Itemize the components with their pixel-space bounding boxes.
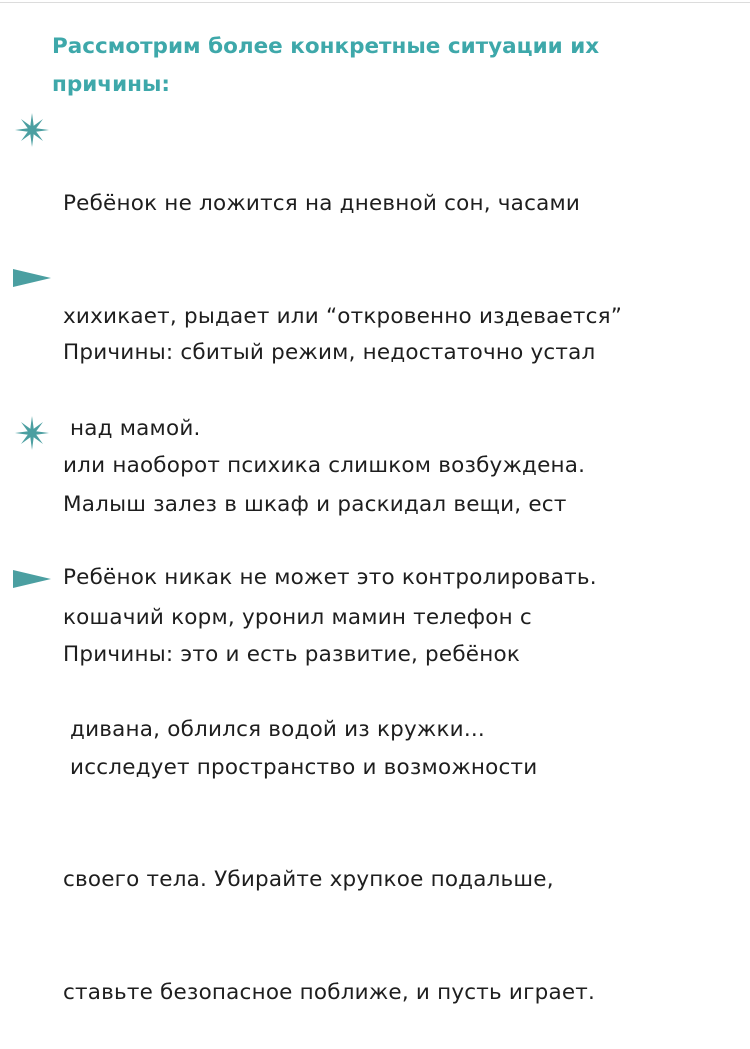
list-item bbox=[63, 561, 595, 1049]
heading-line: Рассмотрим более конкретные ситуации их bbox=[52, 34, 600, 59]
text-line: исследует пространство и возможности bbox=[63, 754, 538, 780]
star-burst-icon bbox=[14, 112, 50, 148]
text-line: или наоборот психика слишком возбуждена. bbox=[63, 452, 586, 478]
text-line: ставьте безопасное поближе, и пусть играет. bbox=[63, 979, 596, 1005]
text-line: кошачий корм, уронил мамин телефон с bbox=[63, 604, 532, 630]
text-line: своего тела. Убирайте хрупкое подальше, bbox=[63, 867, 554, 892]
text-line: Причины: сбитый режим, недостаточно устал bbox=[63, 340, 596, 365]
star-burst-icon bbox=[14, 415, 50, 451]
text-line: Причины: это и есть развитие, ребёнок bbox=[63, 642, 521, 667]
heading-line: причины: bbox=[52, 72, 171, 97]
triangle-arrow-icon bbox=[13, 569, 51, 589]
text-line: дивана, облился водой из кружки... bbox=[63, 717, 485, 742]
text-line: Ребёнок не ложится на дневной сон, часами bbox=[63, 191, 581, 216]
top-divider bbox=[0, 2, 750, 3]
triangle-arrow-icon bbox=[13, 268, 51, 288]
section-heading bbox=[52, 28, 599, 104]
text-line: над мамой. bbox=[63, 416, 201, 441]
text-line: Малыш залез в шкаф и раскидал вещи, ест bbox=[63, 492, 567, 517]
text-line: Ребёнок никак не может это контролировать. bbox=[63, 565, 597, 590]
text-line: хихикает, рыдает или “откровенно издевается” bbox=[63, 303, 623, 329]
